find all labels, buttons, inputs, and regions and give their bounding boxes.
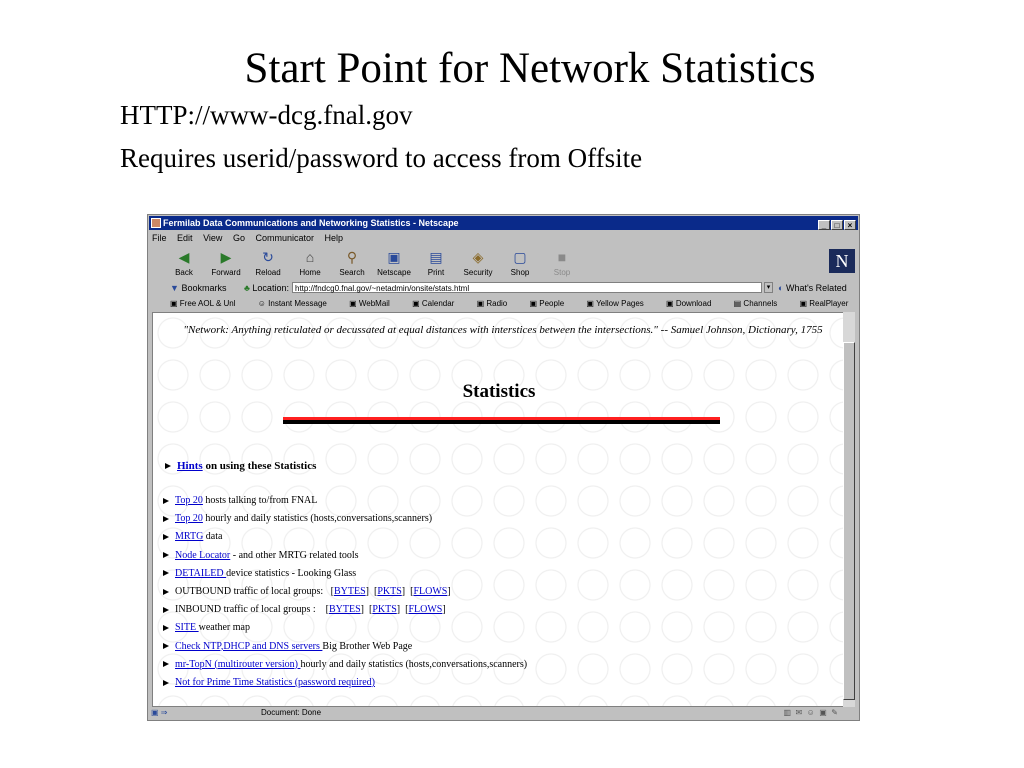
forward-arrow-icon: ▶ bbox=[220, 249, 232, 265]
menu-go[interactable]: Go bbox=[232, 233, 245, 243]
home-button[interactable]: ⌂ Home bbox=[299, 249, 321, 277]
outbound-flows-link[interactable]: FLOWS bbox=[413, 585, 448, 597]
personal-link-instant-message[interactable]: ☺ Instant Message bbox=[257, 299, 327, 308]
page-content bbox=[152, 312, 844, 707]
personal-link-aol[interactable]: ▣ Free AOL & Unl bbox=[170, 299, 236, 308]
list-item: Top 20 hosts talking to/from FNAL bbox=[163, 492, 527, 510]
location-input[interactable]: http://fndcg0.fnal.gov/~netadmin/onsite/stats.html bbox=[292, 282, 762, 293]
inbound-bytes-link[interactable]: BYTES bbox=[328, 604, 361, 616]
page-heading: Statistics bbox=[462, 381, 536, 402]
bullet-triangle-icon bbox=[163, 680, 169, 686]
menu-bar bbox=[152, 232, 351, 244]
stop-icon: ■ bbox=[557, 249, 567, 265]
slide-title: Start Point for Network Statistics bbox=[244, 45, 816, 92]
personal-link-people[interactable]: ▣ People bbox=[529, 299, 565, 308]
personal-link-yellow-pages[interactable]: ▣ Yellow Pages bbox=[586, 299, 644, 308]
whats-related-button[interactable]: ◐ What's Related bbox=[778, 283, 847, 293]
bullet-triangle-icon bbox=[163, 516, 169, 522]
netscape-button[interactable]: ▣ Netscape bbox=[377, 249, 411, 277]
back-button[interactable]: ◀ Back bbox=[175, 249, 193, 277]
personal-link-radio[interactable]: ▣ Radio bbox=[476, 299, 508, 308]
location-icon: ♣ bbox=[244, 283, 250, 293]
top20-hourly-link[interactable]: Top 20 bbox=[175, 513, 203, 525]
vertical-scrollbar[interactable] bbox=[843, 312, 855, 707]
mr-topn-link[interactable]: mr-TopN (multirouter version) bbox=[175, 658, 301, 670]
location-label: ♣ Location: bbox=[244, 283, 289, 293]
window-titlebar bbox=[149, 216, 858, 230]
whats-related-icon: ◐ bbox=[778, 283, 784, 293]
navigation-toolbar bbox=[152, 246, 855, 280]
menu-file[interactable]: File bbox=[152, 233, 167, 243]
list-item: DETAILED device statistics - Looking Glass bbox=[163, 565, 527, 583]
menu-edit[interactable]: Edit bbox=[177, 233, 193, 243]
detailed-link[interactable]: DETAILED bbox=[175, 567, 227, 579]
list-item: SITE weather map bbox=[163, 619, 527, 637]
status-bar bbox=[149, 706, 858, 719]
list-item: OUTBOUND traffic of local groups: [BYTES] [PKTS] [FLOWS] bbox=[163, 583, 527, 601]
browser-window bbox=[147, 214, 860, 721]
bookmarks-button[interactable]: ▼ Bookmarks bbox=[170, 283, 227, 293]
list-item: Node Locator - and other MRTG related tools bbox=[163, 547, 527, 565]
netscape-icon: ▣ bbox=[387, 249, 401, 265]
personal-link-webmail[interactable]: ▣ WebMail bbox=[349, 299, 390, 308]
search-icon: ⚲ bbox=[346, 249, 358, 265]
personal-toolbar bbox=[152, 297, 855, 311]
outbound-bytes-link[interactable]: BYTES bbox=[333, 585, 366, 597]
stop-button[interactable]: ■ Stop bbox=[553, 249, 571, 277]
netscape-app-icon bbox=[151, 218, 161, 228]
reload-button[interactable]: ↻ Reload bbox=[255, 249, 281, 277]
site-weather-link[interactable]: SITE bbox=[175, 622, 199, 634]
shop-button[interactable]: ▢ Shop bbox=[510, 249, 530, 277]
johnson-quote: "Network: Anything reticulated or decussated at equal distances with interstices between the intersections." -- Samuel Johnson, Dictionary, 1755 bbox=[183, 324, 823, 336]
status-text: Document: Done bbox=[261, 708, 322, 717]
printer-icon: ▤ bbox=[429, 249, 443, 265]
bullet-triangle-icon bbox=[163, 643, 169, 649]
location-dropdown-arrow[interactable]: ▾ bbox=[764, 282, 773, 293]
top20-hosts-link[interactable]: Top 20 bbox=[175, 495, 203, 506]
menu-communicator[interactable]: Communicator bbox=[255, 233, 314, 243]
bullet-triangle-icon bbox=[165, 463, 171, 469]
reload-icon: ↻ bbox=[262, 249, 274, 265]
component-bar-icons[interactable]: ▥ ✉ ☺ ▣ ✎ bbox=[783, 708, 838, 717]
bookmark-icon: ▼ bbox=[170, 283, 179, 293]
bullet-triangle-icon bbox=[163, 589, 169, 595]
bullet-triangle-icon bbox=[163, 625, 169, 631]
check-servers-link[interactable]: Check NTP,DHCP and DNS servers bbox=[175, 640, 323, 652]
inbound-flows-link[interactable]: FLOWS bbox=[408, 604, 443, 616]
node-locator-link[interactable]: Node Locator bbox=[175, 549, 231, 561]
bullet-triangle-icon bbox=[163, 552, 169, 558]
home-icon: ⌂ bbox=[305, 249, 315, 265]
slide-url-line: HTTP://www-dcg.fnal.gov bbox=[120, 100, 413, 130]
window-title: Fermilab Data Communications and Networking Statistics - Netscape bbox=[163, 218, 459, 228]
hints-line: Hints on using these Statistics bbox=[165, 460, 316, 472]
personal-link-calendar[interactable]: ▣ Calendar bbox=[412, 299, 455, 308]
menu-help[interactable]: Help bbox=[324, 233, 344, 243]
mrtg-link[interactable]: MRTG bbox=[175, 531, 204, 543]
forward-button[interactable]: ▶ Forward bbox=[211, 249, 241, 277]
maximize-button[interactable]: □ bbox=[831, 220, 843, 230]
lock-icon: ◈ bbox=[472, 249, 484, 265]
list-item: INBOUND traffic of local groups : [BYTES] [PKTS] [FLOWS] bbox=[163, 601, 527, 619]
list-item: MRTG data bbox=[163, 528, 527, 546]
shopping-bag-icon: ▢ bbox=[513, 249, 527, 265]
security-button[interactable]: ◈ Security bbox=[463, 249, 493, 277]
list-item: Check NTP,DHCP and DNS servers Big Brother Web Page bbox=[163, 638, 527, 656]
bullet-triangle-icon bbox=[163, 607, 169, 613]
slide-access-line: Requires userid/password to access from Offsite bbox=[120, 143, 643, 173]
personal-link-download[interactable]: ▣ Download bbox=[666, 299, 712, 308]
bullet-triangle-icon bbox=[163, 498, 169, 504]
search-button[interactable]: ⚲ Search bbox=[339, 249, 365, 277]
netscape-logo: N bbox=[829, 249, 855, 273]
bullet-triangle-icon bbox=[163, 570, 169, 576]
list-item: Top 20 hourly and daily statistics (hosts,conversations,scanners) bbox=[163, 510, 527, 528]
security-status-icon: ▣ ⇒ bbox=[151, 708, 168, 717]
menu-view[interactable]: View bbox=[203, 233, 223, 243]
personal-link-channels[interactable]: ▤ Channels bbox=[733, 299, 778, 308]
location-bar bbox=[152, 281, 855, 295]
back-arrow-icon: ◀ bbox=[178, 249, 190, 265]
bullet-triangle-icon bbox=[163, 661, 169, 667]
print-button[interactable]: ▤ Print bbox=[427, 249, 445, 277]
stats-list bbox=[163, 492, 527, 692]
personal-link-realplayer[interactable]: ▣ RealPlayer bbox=[799, 299, 849, 308]
close-button[interactable]: × bbox=[844, 220, 856, 230]
scrollbar-thumb[interactable] bbox=[843, 342, 855, 700]
list-item bbox=[163, 674, 527, 692]
inbound-pkts-link[interactable]: PKTS bbox=[372, 604, 397, 616]
outbound-pkts-link[interactable]: PKTS bbox=[377, 585, 402, 597]
minimize-button[interactable]: _ bbox=[818, 220, 830, 230]
hints-link[interactable]: Hints bbox=[177, 460, 203, 472]
bullet-triangle-icon bbox=[163, 534, 169, 540]
prime-time-link[interactable]: Not for Prime Time Statistics (password required) bbox=[175, 676, 375, 688]
list-item: mr-TopN (multirouter version) hourly and daily statistics (hosts,conversations,scanners) bbox=[163, 656, 527, 674]
heading-rule bbox=[283, 417, 720, 424]
